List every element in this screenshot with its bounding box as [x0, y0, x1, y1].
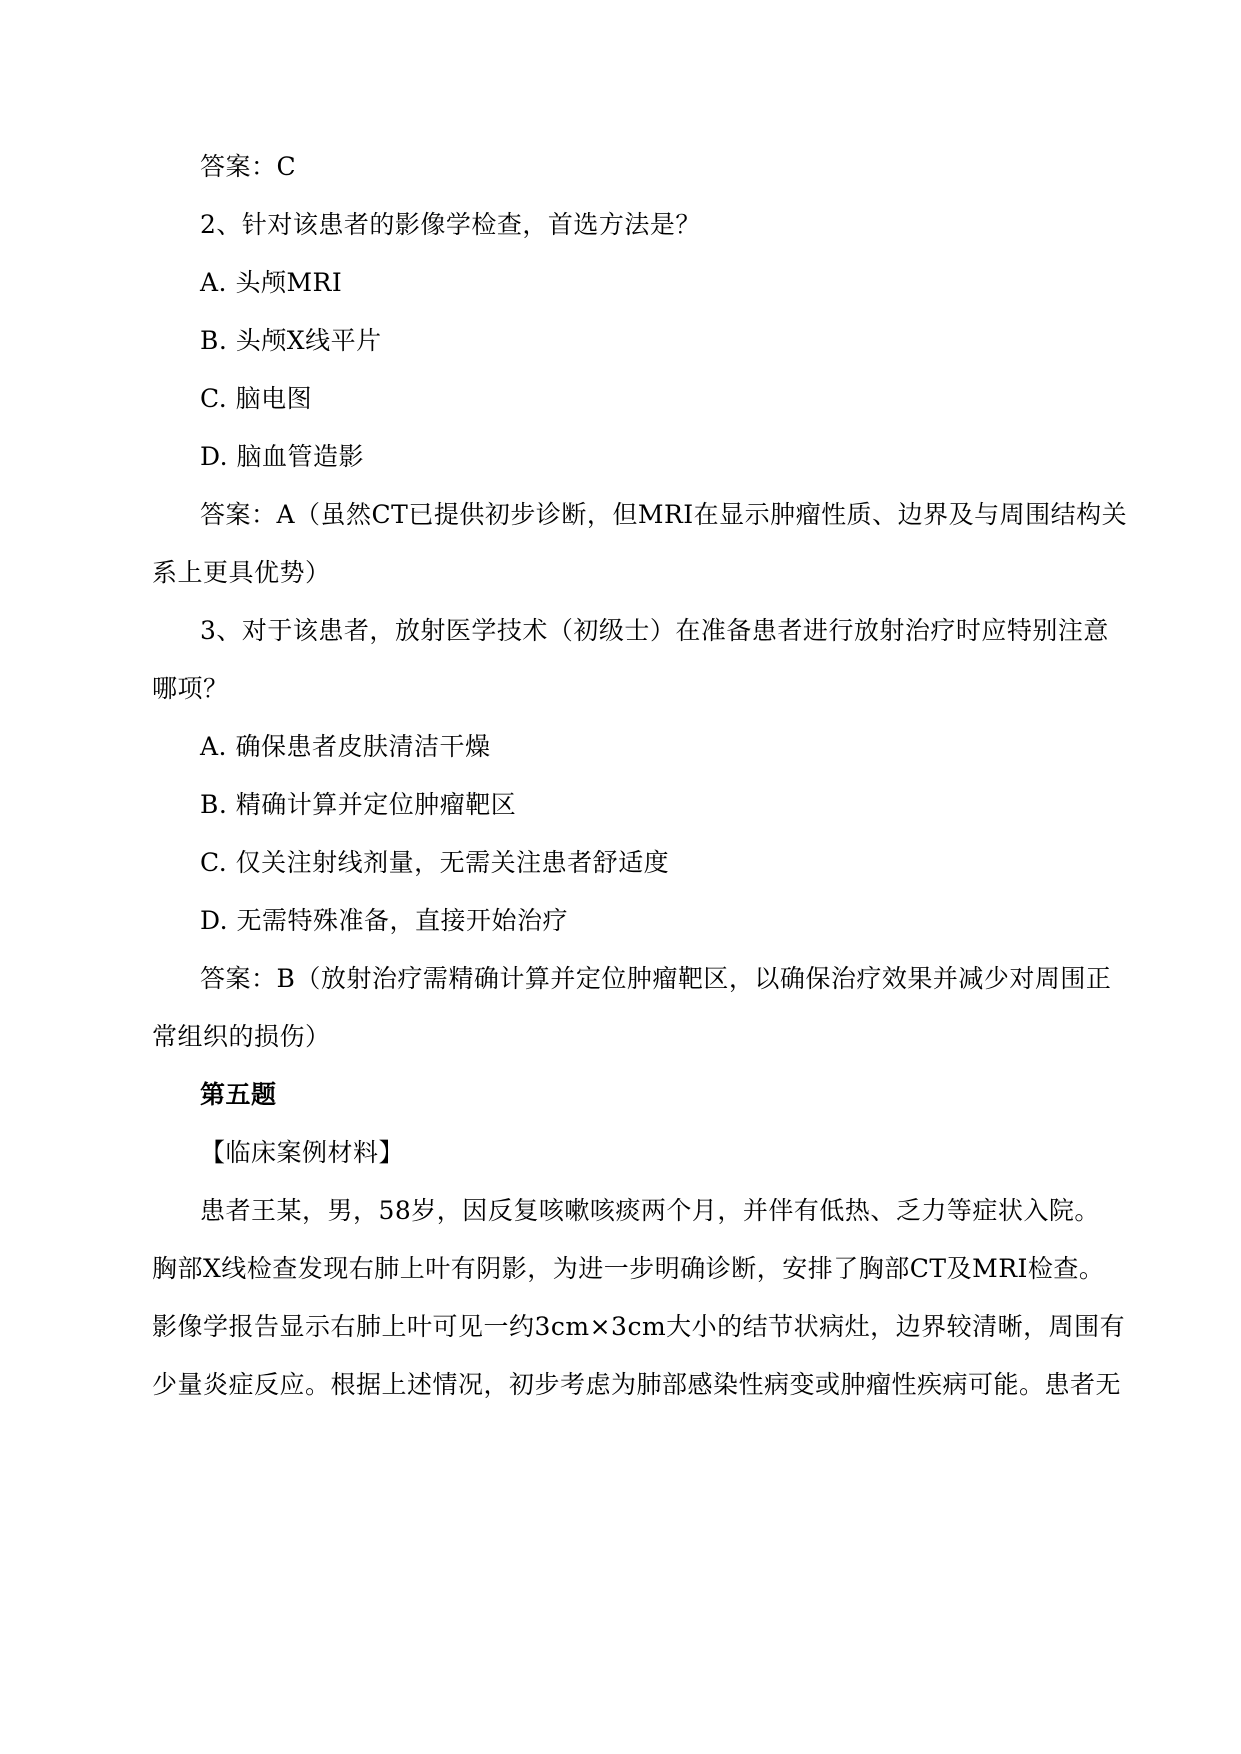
q3-option-a: A. 确保患者皮肤清洁干燥 [200, 732, 491, 761]
q3-option-b: B. 精确计算并定位肿瘤靶区 [200, 790, 517, 819]
q2-answer-line-2: 系上更具优势） [152, 558, 331, 587]
case-line-2: 胸部X线检查发现右肺上叶有阴影，为进一步明确诊断，安排了胸部CT及MRI检查。 [152, 1254, 1105, 1283]
q1-answer: 答案：C [200, 152, 297, 181]
case-line-1: 患者王某，男，58岁，因反复咳嗽咳痰两个月，并伴有低热、乏力等症状入院。 [200, 1196, 1100, 1225]
q2-option-b: B. 头颅X线平片 [200, 326, 382, 355]
material-label: 【临床案例材料】 [200, 1138, 405, 1167]
q3-answer-line-2: 常组织的损伤） [152, 1022, 331, 1051]
section-heading: 第五题 [200, 1080, 277, 1109]
case-line-4: 少量炎症反应。根据上述情况，初步考虑为肺部感染性病变或肿瘤性疾病可能。患者无 [152, 1370, 1122, 1399]
q3-stem-line-2: 哪项？ [152, 674, 229, 703]
case-line-3: 影像学报告显示右肺上叶可见一约3cm×3cm大小的结节状病灶，边界较清晰，周围有 [152, 1312, 1126, 1341]
q2-answer-line-1: 答案：A（虽然CT已提供初步诊断，但MRI在显示肿瘤性质、边界及与周围结构关 [200, 500, 1128, 529]
q2-option-a: A. 头颅MRI [200, 268, 343, 297]
q2-option-c: C. 脑电图 [200, 384, 313, 413]
q3-stem-line-1: 3、对于该患者，放射医学技术（初级士）在准备患者进行放射治疗时应特别注意 [200, 616, 1109, 645]
q3-option-d: D. 无需特殊准备，直接开始治疗 [200, 906, 569, 935]
q2-stem: 2、针对该患者的影像学检查，首选方法是？ [200, 210, 701, 239]
q3-answer-line-1: 答案：B（放射治疗需精确计算并定位肿瘤靶区，以确保治疗效果并减少对周围正 [200, 964, 1112, 993]
q3-option-c: C. 仅关注射线剂量，无需关注患者舒适度 [200, 848, 670, 877]
q2-option-d: D. 脑血管造影 [200, 442, 365, 471]
